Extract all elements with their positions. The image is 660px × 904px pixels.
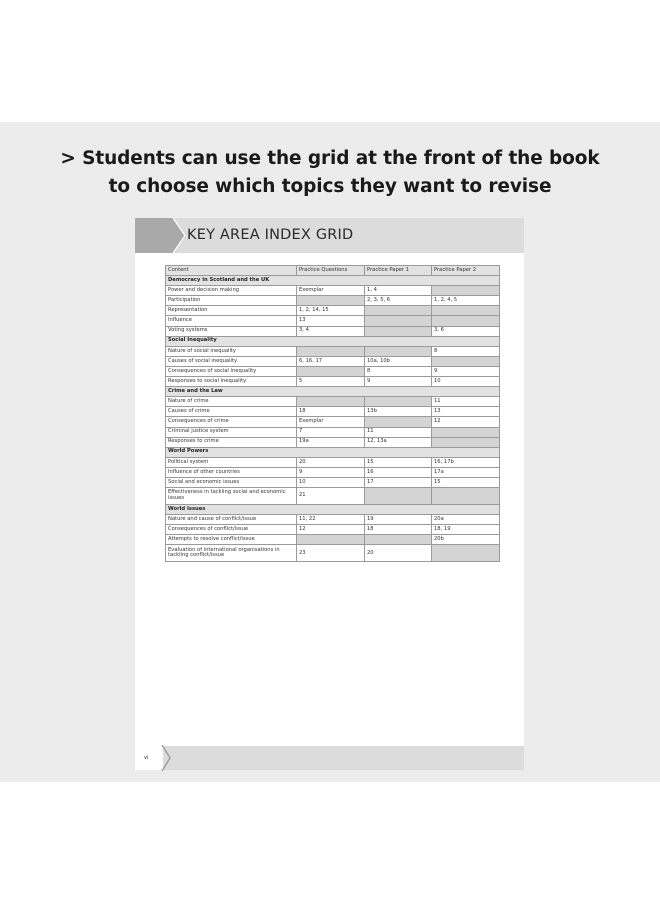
headline	[0, 145, 660, 201]
table-row	[166, 417, 500, 427]
table-row	[166, 326, 500, 336]
reference-cell	[365, 316, 432, 326]
reference-cell: 18	[365, 525, 432, 535]
book-page	[135, 218, 524, 770]
reference-cell	[432, 306, 500, 316]
section-title: Social Inequality	[166, 336, 500, 346]
reference-cell: 21	[297, 488, 365, 505]
content-cell: Effectiveness in tackling social and economic issues	[166, 488, 297, 505]
reference-cell: 18	[297, 407, 365, 417]
table-row	[166, 407, 500, 417]
reference-cell: Exemplar	[297, 286, 365, 296]
reference-cell	[365, 397, 432, 407]
reference-cell: 11	[365, 427, 432, 437]
table-row	[166, 437, 500, 447]
content-cell: Nature and cause of conflict/issue	[166, 515, 297, 525]
section-title: Crime and the Law	[166, 387, 500, 397]
table-row	[166, 296, 500, 306]
reference-cell: 12	[297, 525, 365, 535]
reference-cell: 9	[432, 366, 500, 376]
content-cell: Attempts to resolve conflict/issue	[166, 535, 297, 545]
header-tab	[135, 218, 173, 253]
table-row	[166, 457, 500, 467]
content-cell: Power and decision making	[166, 286, 297, 296]
content-cell: Consequences of crime	[166, 417, 297, 427]
reference-cell	[432, 286, 500, 296]
reference-cell: 3, 4	[297, 326, 365, 336]
content-cell: Evaluation of international organisations in tackling conflict/issue	[166, 545, 297, 562]
reference-cell: 20a	[432, 515, 500, 525]
reference-cell: 23	[297, 545, 365, 562]
content-cell: Responses to crime	[166, 437, 297, 447]
section-title: Democracy in Scotland and the UK	[166, 276, 500, 286]
content-cell: Causes of crime	[166, 407, 297, 417]
reference-cell	[432, 356, 500, 366]
content-cell: Social and economic issues	[166, 477, 297, 487]
section-row	[166, 336, 500, 346]
headline-line-1: > Students can use the grid at the front of the book	[60, 148, 600, 169]
table-row	[166, 397, 500, 407]
reference-cell	[432, 488, 500, 505]
reference-cell	[432, 545, 500, 562]
reference-cell: 8	[365, 366, 432, 376]
reference-cell: 16, 17b	[432, 457, 500, 467]
content-cell: Representation	[166, 306, 297, 316]
reference-cell	[365, 488, 432, 505]
reference-cell	[297, 346, 365, 356]
reference-cell: 9	[297, 467, 365, 477]
content-cell: Consequences of conflict/issue	[166, 525, 297, 535]
reference-cell: 8	[432, 346, 500, 356]
table-row	[166, 377, 500, 387]
reference-cell: 1, 4	[365, 286, 432, 296]
reference-cell	[432, 427, 500, 437]
table-row	[166, 545, 500, 562]
table-row	[166, 467, 500, 477]
reference-cell: 18, 19	[432, 525, 500, 535]
reference-cell: 16	[365, 467, 432, 477]
reference-cell	[432, 316, 500, 326]
table-row	[166, 346, 500, 356]
reference-cell: 11, 22	[297, 515, 365, 525]
column-header-practice-paper-2: Practice Paper 2	[432, 266, 500, 276]
column-header-content: Content	[166, 266, 297, 276]
reference-cell: Exemplar	[297, 417, 365, 427]
reference-cell: 20	[297, 457, 365, 467]
reference-cell	[297, 296, 365, 306]
table-row	[166, 286, 500, 296]
grid-body	[166, 276, 500, 562]
reference-cell: 13b	[365, 407, 432, 417]
reference-cell	[297, 366, 365, 376]
table-row	[166, 477, 500, 487]
content-cell: Participation	[166, 296, 297, 306]
reference-cell: 1, 2, 14, 15	[297, 306, 365, 316]
table-row	[166, 488, 500, 505]
table-row	[166, 306, 500, 316]
page-title: KEY AREA INDEX GRID	[187, 227, 354, 243]
content-cell: Political system	[166, 457, 297, 467]
reference-cell: 15	[365, 457, 432, 467]
reference-cell: 2, 3, 5, 6	[365, 296, 432, 306]
reference-cell: 10a, 10b	[365, 356, 432, 366]
reference-cell: 15	[432, 477, 500, 487]
section-row	[166, 276, 500, 286]
section-title: World Powers	[166, 447, 500, 457]
page-footer-bar	[163, 746, 524, 770]
table-row	[166, 356, 500, 366]
table-row	[166, 535, 500, 545]
key-area-index-grid	[165, 265, 500, 562]
page-number: vi	[144, 755, 149, 761]
reference-cell: 13	[297, 316, 365, 326]
reference-cell: 20	[365, 545, 432, 562]
table-row	[166, 515, 500, 525]
reference-cell	[365, 417, 432, 427]
table-row	[166, 366, 500, 376]
table-row	[166, 316, 500, 326]
column-header-practice-questions: Practice Questions	[297, 266, 365, 276]
reference-cell: 11	[432, 397, 500, 407]
table-row	[166, 427, 500, 437]
section-row	[166, 505, 500, 515]
headline-line-2: to choose which topics they want to revise	[108, 176, 552, 197]
content-cell: Responses to social inequality	[166, 377, 297, 387]
grid-header-row	[166, 266, 500, 276]
content-cell: Criminal justice system	[166, 427, 297, 437]
content-cell: Voting systems	[166, 326, 297, 336]
content-cell: Consequences of social inequality	[166, 366, 297, 376]
table-row	[166, 525, 500, 535]
reference-cell	[365, 306, 432, 316]
reference-cell: 1, 2, 4, 5	[432, 296, 500, 306]
content-cell: Nature of crime	[166, 397, 297, 407]
reference-cell: 9	[365, 377, 432, 387]
chevron-right-icon	[160, 745, 172, 771]
reference-cell: 10	[432, 377, 500, 387]
reference-cell: 5	[297, 377, 365, 387]
reference-cell: 12	[432, 417, 500, 427]
reference-cell: 7	[297, 427, 365, 437]
section-row	[166, 387, 500, 397]
reference-cell: 13	[432, 407, 500, 417]
reference-cell: 6, 16, 17	[297, 356, 365, 366]
chevron-right-icon	[171, 218, 185, 253]
reference-cell	[297, 397, 365, 407]
reference-cell: 19	[365, 515, 432, 525]
page-header	[135, 218, 524, 253]
reference-cell: 12, 13a	[365, 437, 432, 447]
reference-cell	[365, 326, 432, 336]
reference-cell: 3, 6	[432, 326, 500, 336]
content-cell: Influence	[166, 316, 297, 326]
section-row	[166, 447, 500, 457]
section-title: World Issues	[166, 505, 500, 515]
reference-cell: 17a	[432, 467, 500, 477]
content-cell: Causes of social inequality	[166, 356, 297, 366]
reference-cell: 20b	[432, 535, 500, 545]
content-cell: Influence of other countries	[166, 467, 297, 477]
reference-cell	[297, 535, 365, 545]
reference-cell: 10	[297, 477, 365, 487]
content-cell: Nature of social inequality	[166, 346, 297, 356]
reference-cell: 19a	[297, 437, 365, 447]
reference-cell: 17	[365, 477, 432, 487]
reference-cell	[432, 437, 500, 447]
reference-cell	[365, 346, 432, 356]
reference-cell	[365, 535, 432, 545]
column-header-practice-paper-1: Practice Paper 1	[365, 266, 432, 276]
